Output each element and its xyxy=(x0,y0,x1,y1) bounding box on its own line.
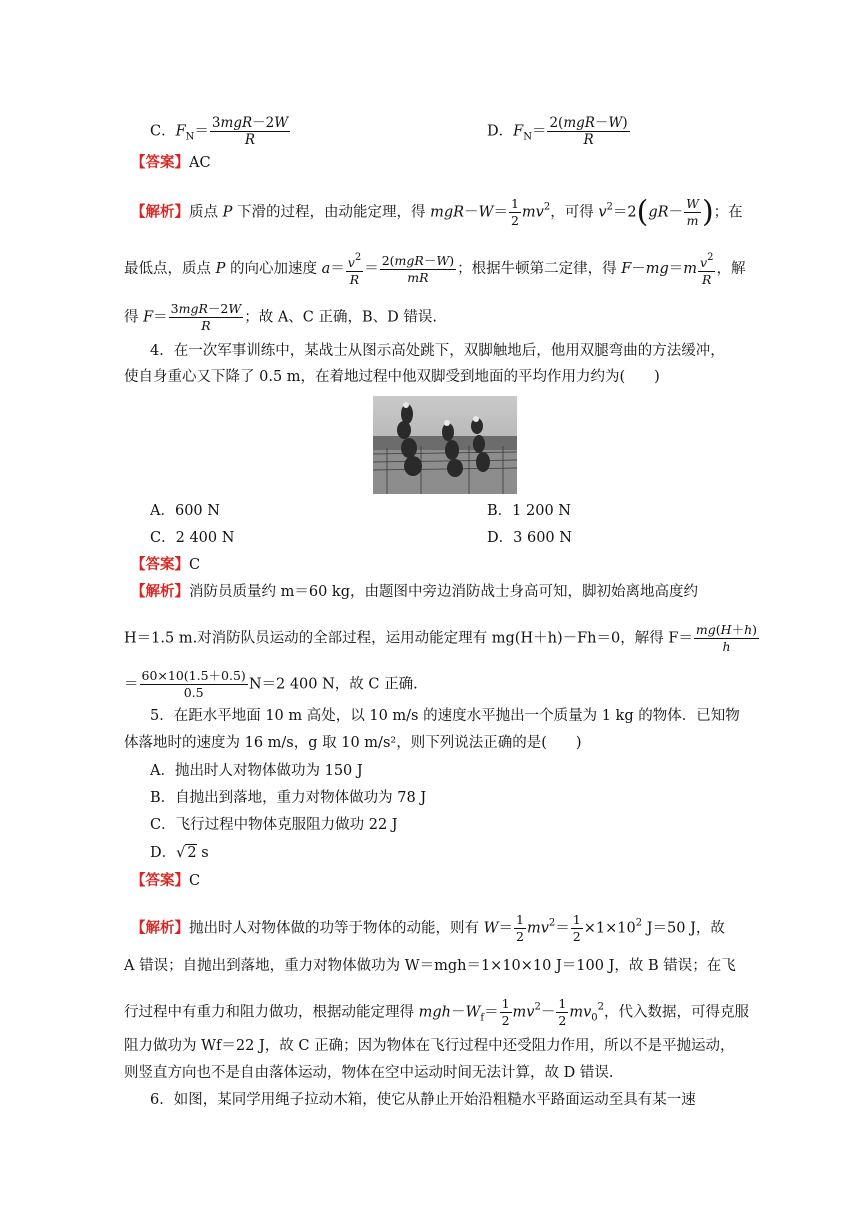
q6-stem-line-1: 6．如图，某同学用绳子拉动木箱，使它从静止开始沿粗糙水平路面运动至具有某一速 xyxy=(150,1092,696,1108)
q4-option-b: B．1 200 N xyxy=(487,503,571,519)
q3-option-d: D．$F_N=$ $\frac{\text{2(mgR－W)}}{R}$ xyxy=(487,115,628,148)
q5-option-a: A．抛出时人对物体做功为 150 J xyxy=(150,763,363,779)
q3-option-c: C．$F_N=$ $\frac{\text{3mgR－2W}}{R}$ xyxy=(150,115,289,148)
q4-analysis-line-3: ＝ $\frac{60\times 10(1.5+0.5)}{0.5}$ N＝2 400 N，故 C 正确. xyxy=(124,668,418,700)
q5-analysis-line-2: A 错误；自抛出到落地，重力对物体做功为 W＝mgh＝1×10×10 J＝100 J，故 B 错误；在飞 xyxy=(124,958,736,974)
q5-option-c: C．飞行过程中物体克服阻力做功 22 J xyxy=(150,817,398,833)
q3-answer: 【答案】AC xyxy=(131,155,211,171)
q5-analysis-line-3: 行过程中有重力和阻力做功，根据动能定理得 $mgh-W_f=$ $\frac{1}{2}$ $mv^2-$ $\frac{1}{2}$ $mv_0^2$，代入数据，可得克服 xyxy=(124,996,750,1028)
q5-analysis-line-4: 阻力做功为 Wf＝22 J，故 C 正确；因为物体在飞行过程中还受阻力作用，所以不是平抛运动， xyxy=(124,1038,735,1054)
q5-analysis-line-1: 【解析】抛出时人对物体做的功等于物体的动能，则有 W＝ $\frac{1}{2}$ $mv^2=$ $\frac{1}{2}$ $\times 1\times 10^2$ J＝50 J，故 xyxy=(131,912,725,944)
q5-answer: 【答案】C xyxy=(131,873,201,889)
q5-analysis-line-5: 则竖直方向也不是自由落体运动，物体在空中运动时间无法计算，故 D 错误. xyxy=(124,1065,614,1081)
q4-answer: 【答案】C xyxy=(131,557,201,573)
q4-option-a: A．600 N xyxy=(150,503,220,519)
q4-analysis-line-1: 【解析】消防员质量约 m＝60 kg，由题图中旁边消防战士身高可知，脚初始离地高度约 xyxy=(131,584,698,600)
q5-stem-line-2: 体落地时的速度为 16 m/s，g 取 10 m/s²，则下列说法正确的是( ) xyxy=(124,735,582,751)
q3-analysis-line-1: 【解析】质点 P 下滑的过程，由动能定理，得 mgR－W＝ $\frac{1}{2}$ $mv^2$，可得 $v^2=2(gR-$ $\frac{W}{m}$ )；在 xyxy=(131,194,743,230)
q5-stem-line-1: 5．在距水平地面 10 m 高处，以 10 m/s 的速度水平抛出一个质量为 1 kg 的物体．已知物 xyxy=(150,708,740,724)
q5-option-d: D．√ 2 s xyxy=(150,845,209,861)
q4-option-c: C．2 400 N xyxy=(150,530,235,546)
q5-option-b: B．自抛出到落地，重力对物体做功为 78 J xyxy=(150,790,427,806)
q4-analysis-line-2: H＝1.5 m.对消防队员运动的全部过程，运用动能定理有 mg(H＋h)－Fh＝0，解得 F＝ $\frac{mg(H+h)}{h}$ xyxy=(124,622,758,654)
q4-stem-line-1: 4．在一次军事训练中，某战士从图示高处跳下，双脚触地后，他用双腿弯曲的方法缓冲， xyxy=(150,343,725,359)
q4-option-d: D．3 600 N xyxy=(487,530,572,546)
q4-stem-line-2: 使自身重心又下降了 0.5 m，在着地过程中他双脚受到地面的平均作用力约为( ) xyxy=(124,369,660,385)
q3-analysis-line-2: 最低点，质点 P 的向心加速度 a＝ $\frac{v^2}{R}$ ＝ $\frac{\text{2(mgR－W)}}{mR}$ ；根据牛顿第二定律，得 F－mg＝m $\frac{v^2}{R}$ ，解 xyxy=(124,252,746,287)
q3-analysis-line-3: 得 F＝ $\frac{\text{3mgR－2W}}{R}$ ；故 A、C 正确，B、D 错误. xyxy=(124,301,438,333)
q4-soldiers-photo xyxy=(373,396,517,494)
